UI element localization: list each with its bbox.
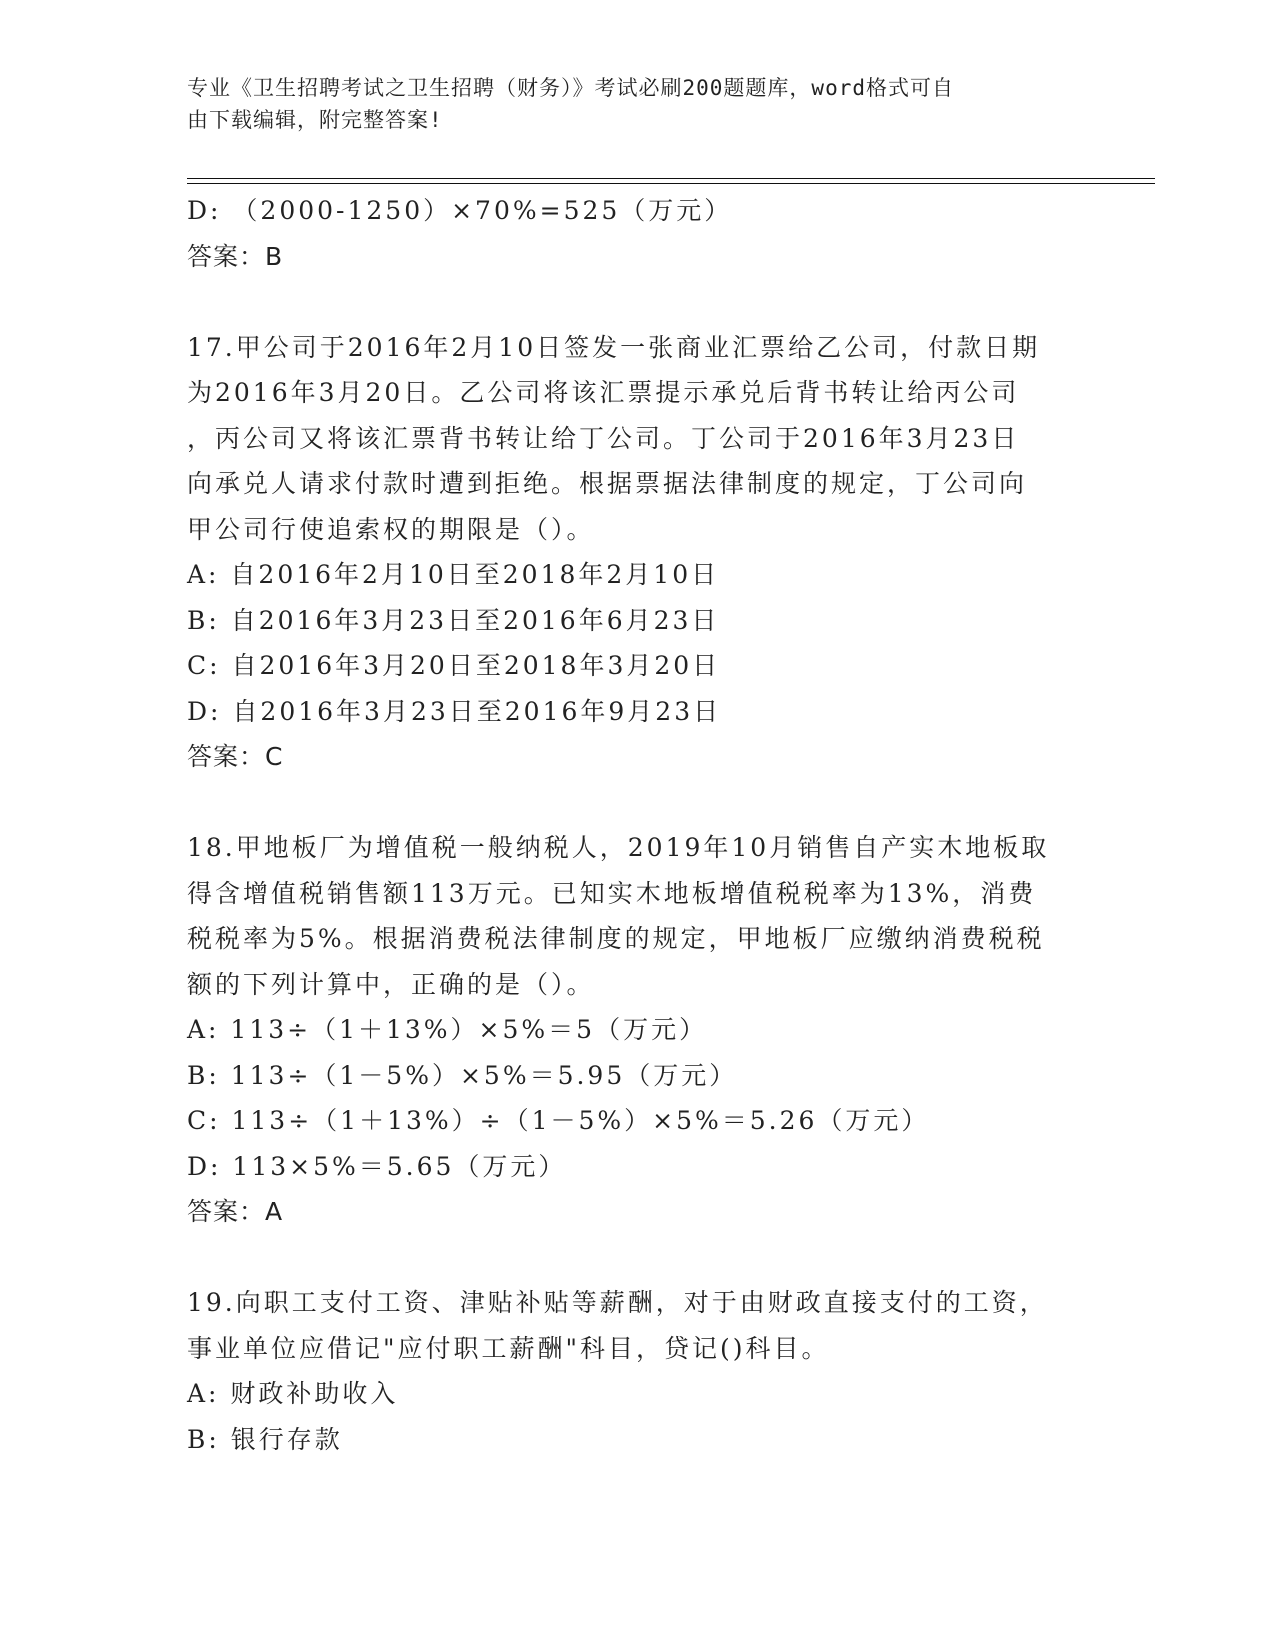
question-text-line: 17.甲公司于2016年2月10日签发一张商业汇票给乙公司，付款日期 <box>187 332 1041 362</box>
question-16-tail <box>187 188 1087 279</box>
question-text-line: 额的下列计算中，正确的是（）。 <box>187 969 595 999</box>
header-divider-top <box>187 178 1155 179</box>
option-b: B: 113÷（1－5%）×5%＝5.95（万元） <box>187 1060 738 1090</box>
option-a: A: 财政补助收入 <box>187 1379 399 1408</box>
header-divider-bottom <box>187 183 1155 184</box>
option-d: D: （2000-1250）×70%=525（万元） <box>187 196 733 225</box>
answer-line: 答案：C <box>187 742 284 771</box>
question-text-line: 税税率为5%。根据消费税法律制度的规定，甲地板厂应缴纳消费税税 <box>187 924 1045 953</box>
spacer <box>187 279 1087 325</box>
option-a: A: 自2016年2月10日至2018年2月10日 <box>187 560 720 589</box>
header-line-1: 专业《卫生招聘考试之卫生招聘（财务）》考试必刷200题题库，word格式可自 <box>187 76 954 100</box>
page-header <box>187 72 1067 136</box>
option-a: A: 113÷（1＋13%）×5%＝5（万元） <box>187 1015 708 1044</box>
answer-line: 答案：A <box>187 1197 284 1226</box>
option-d: D: 自2016年3月23日至2016年9月23日 <box>187 696 722 726</box>
question-19 <box>187 1280 1087 1462</box>
spacer <box>187 1235 1087 1281</box>
question-18 <box>187 825 1087 1235</box>
option-b: B: 自2016年3月23日至2016年6月23日 <box>187 605 720 635</box>
option-b: B: 银行存款 <box>187 1424 343 1454</box>
question-text-line: 甲公司行使追索权的期限是（）。 <box>187 514 595 544</box>
answer-line: 答案：B <box>187 241 284 271</box>
option-d: D: 113×5%＝5.65（万元） <box>187 1151 567 1181</box>
spacer <box>187 780 1087 826</box>
question-text-line: 19.向职工支付工资、津贴补贴等薪酬，对于由财政直接支付的工资， <box>187 1288 1048 1317</box>
question-text-line: ，丙公司又将该汇票背书转让给丁公司。丁公司于2016年3月23日 <box>187 423 1020 453</box>
question-text-line: 事业单位应借记"应付职工薪酬"科目，贷记()科目。 <box>187 1333 830 1363</box>
question-text-line: 向承兑人请求付款时遭到拒绝。根据票据法律制度的规定，丁公司向 <box>187 469 1028 498</box>
question-text-line: 为2016年3月20日。乙公司将该汇票提示承兑后背书转让给丙公司 <box>187 378 1020 407</box>
option-c: C: 自2016年3月20日至2018年3月20日 <box>187 651 721 680</box>
question-17 <box>187 325 1087 780</box>
question-text-line: 18.甲地板厂为增值税一般纳税人，2019年10月销售自产实木地板取 <box>187 833 1050 862</box>
option-c: C: 113÷（1＋13%）÷（1－5%）×5%＝5.26（万元） <box>187 1106 930 1135</box>
question-text-line: 得含增值税销售额113万元。已知实木地板增值税税率为13%，消费 <box>187 878 1037 908</box>
document-body <box>187 188 1087 1462</box>
header-line-2: 由下载编辑，附完整答案! <box>187 108 443 132</box>
